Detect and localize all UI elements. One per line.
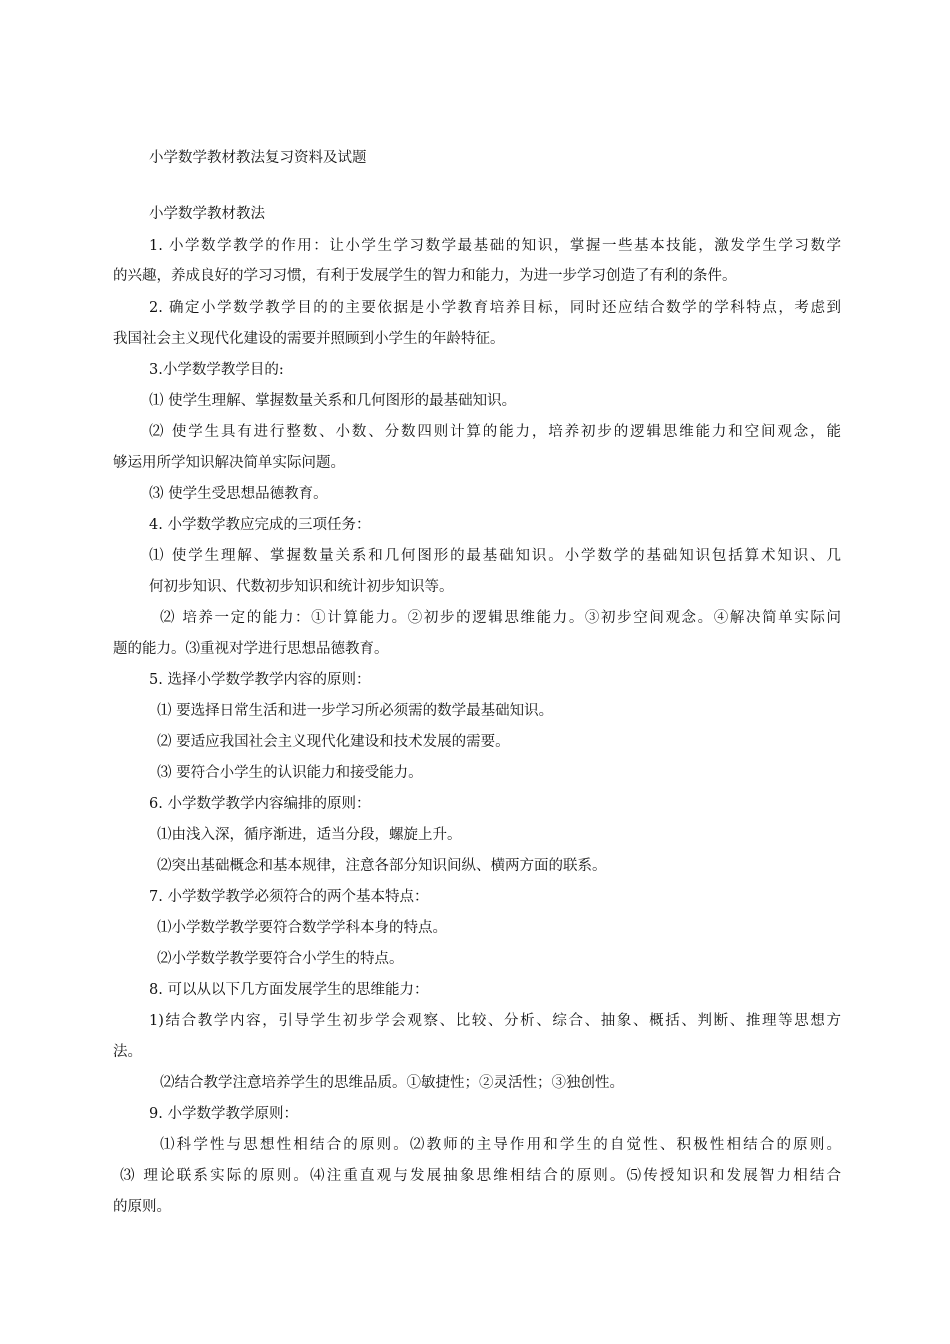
paragraph-9-line-2: ⑶ 理论联系实际的原则。⑷注重直观与发展抽象思维相结合的原则。⑸传授知识和发展智力相结合 [120,1168,841,1184]
paragraph-7-item-2: ⑵小学数学教学要符合小学生的特点。 [157,951,404,967]
paragraph-9-line-1: ⑴科学性与思想性相结合的原则。⑵教师的主导作用和学生的自觉性、积极性相结合的原则。 [160,1137,841,1153]
paragraph-4-item-1-line-2: 何初步知识、代数初步知识和统计初步知识等。 [149,579,454,595]
paragraph-1-line-2: 的兴趣，养成良好的学习习惯，有利于发展学生的智力和能力，为进一步学习创造了有利的条件。 [113,268,737,284]
paragraph-9-line-3: 的原则。 [113,1199,171,1215]
paragraph-6-item-1: ⑴由浅入深，循序渐进，适当分段，螺旋上升。 [157,827,462,843]
paragraph-5-item-3: ⑶ 要符合小学生的认识能力和接受能力。 [157,765,423,781]
paragraph-8-item-2: ⑵结合教学注意培养学生的思维品质。①敏捷性；②灵活性；③独创性。 [160,1075,624,1091]
doc-title: 小学数学教材教法复习资料及试题 [149,150,367,166]
paragraph-4-heading: 4. 小学数学教应完成的三项任务： [149,517,371,533]
section-heading: 小学数学教材教法 [149,206,265,222]
paragraph-8-item-1-line-1: 1)结合教学内容，引导学生初步学会观察、比较、分析、综合、抽象、概括、判断、推理等思想方 [149,1013,841,1029]
paragraph-2-line-1: 2. 确定小学数学教学目的的主要依据是小学教育培养目标，同时还应结合数学的学科特点，考虑到 [149,300,841,316]
paragraph-3-item-2-line-1: ⑵ 使学生具有进行整数、小数、分数四则计算的能力，培养初步的逻辑思维能力和空间观念，能 [149,424,841,440]
paragraph-3-item-1: ⑴ 使学生理解、掌握数量关系和几何图形的最基础知识。 [149,393,517,409]
paragraph-9-heading: 9. 小学数学教学原则： [149,1106,298,1122]
paragraph-7-heading: 7. 小学数学教学必须符合的两个基本特点： [149,889,429,905]
paragraph-7-item-1: ⑴小学数学教学要符合数学学科本身的特点。 [157,920,447,936]
paragraph-5-item-2: ⑵ 要适应我国社会主义现代化建设和技术发展的需要。 [157,734,510,750]
paragraph-4-item-2-line-2: 题的能力。⑶重视对学进行思想品德教育。 [113,641,389,657]
paragraph-1-line-1: 1. 小学数学教学的作用：让小学生学习数学最基础的知识，掌握一些基本技能，激发学生学习数学 [149,238,841,254]
paragraph-5-heading: 5. 选择小学数学教学内容的原则： [149,672,371,688]
paragraph-5-item-1: ⑴ 要选择日常生活和进一步学习所必须需的数学最基础知识。 [157,703,554,719]
paragraph-8-heading: 8. 可以从以下几方面发展学生的思维能力： [149,982,429,998]
paragraph-3-heading: 3.小学数学教学目的: [149,362,284,378]
paragraph-4-item-2-line-1: ⑵ 培养一定的能力：①计算能力。②初步的逻辑思维能力。③初步空间观念。④解决简单实际问 [160,610,841,626]
paragraph-4-item-1-line-1: ⑴ 使学生理解、掌握数量关系和几何图形的最基础知识。小学数学的基础知识包括算术知识、几 [149,548,841,564]
paragraph-6-heading: 6. 小学数学教学内容编排的原则： [149,796,371,812]
paragraph-3-item-3: ⑶ 使学生受思想品德教育。 [149,486,328,502]
paragraph-6-item-2: ⑵突出基础概念和基本规律，注意各部分知识间纵、横两方面的联系。 [157,858,607,874]
paragraph-8-item-1-line-2: 法。 [113,1044,142,1060]
paragraph-2-line-2: 我国社会主义现代化建设的需要并照顾到小学生的年龄特征。 [113,331,505,347]
paragraph-3-item-2-line-2: 够运用所学知识解决简单实际问题。 [113,455,345,471]
